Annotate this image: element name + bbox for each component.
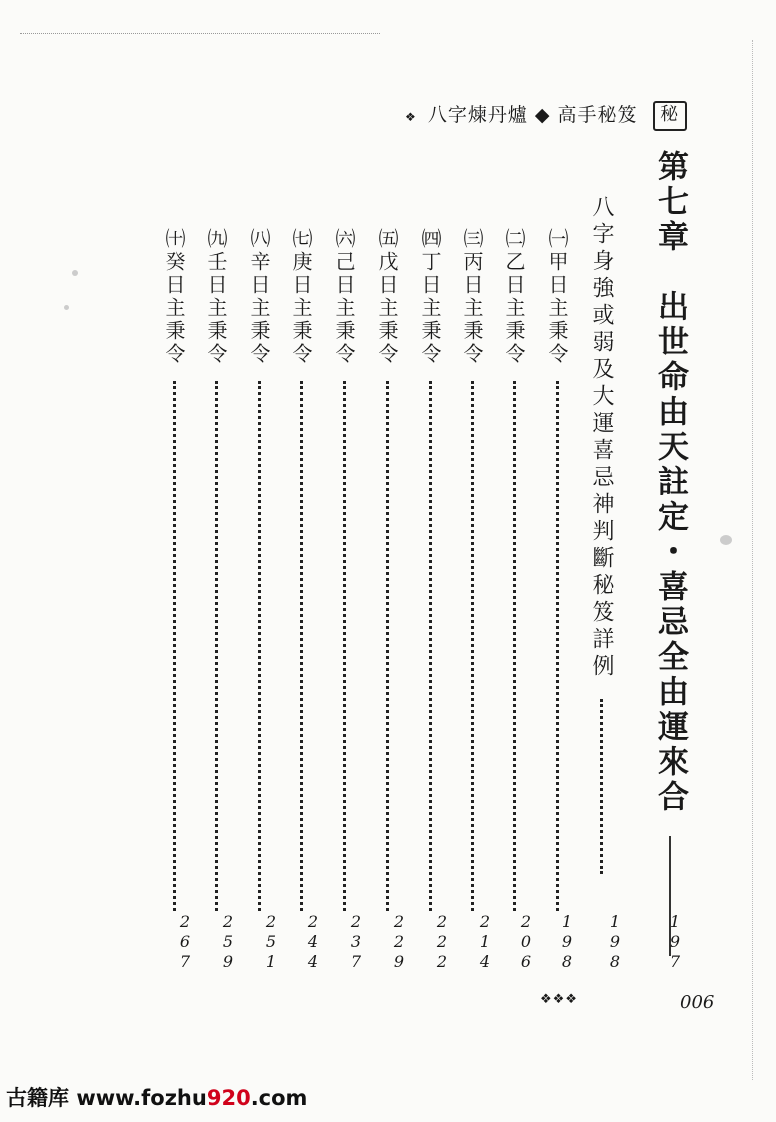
toc-entry	[458, 228, 487, 911]
chapter-title	[648, 150, 693, 956]
toc-entry-label: ㈥己日主秉令	[332, 228, 356, 366]
section-title-text: 八字身強或弱及大運喜忌神判斷秘笈詳例	[589, 195, 614, 681]
toc-entry-label: ㈢丙日主秉令	[460, 228, 484, 366]
toc-leader	[300, 381, 303, 911]
toc-entry	[543, 228, 572, 911]
toc-entry	[245, 228, 274, 911]
chapter-page-number: 197	[669, 912, 681, 971]
section-title	[586, 195, 617, 874]
toc-entry	[202, 228, 231, 911]
toc-entry-label: ㈧辛日主秉令	[247, 228, 271, 366]
toc-leader	[386, 381, 389, 911]
toc-leader	[343, 381, 346, 911]
toc-page-number: 214	[479, 912, 491, 971]
toc-page-number: 244	[307, 912, 319, 971]
seal-icon: 秘	[653, 101, 687, 131]
toc-entry-label: ㈦庚日主秉令	[289, 228, 313, 366]
footer-ornament-icon: ❖❖❖	[540, 992, 578, 1007]
paper-speck	[720, 535, 732, 545]
chapter-title-text: 第七章 出世命由天註定・喜忌全由運來合	[652, 150, 688, 815]
section-leader	[600, 699, 603, 874]
paper-speck	[64, 305, 69, 310]
watermark-url-number: 920	[206, 1086, 251, 1110]
toc-page-number: 237	[350, 912, 362, 971]
running-header	[405, 100, 687, 131]
page-edge-rule	[752, 40, 753, 1080]
toc-entry-label: ㈤戊日主秉令	[375, 228, 399, 366]
section-page-number: 198	[609, 912, 621, 971]
toc-leader	[556, 381, 559, 911]
toc-page-number: 206	[520, 912, 532, 971]
toc-entry-label: ㈠甲日主秉令	[545, 228, 569, 366]
toc-leader	[471, 381, 474, 911]
toc-page-number: 267	[179, 912, 191, 971]
toc-page-number: 229	[393, 912, 405, 971]
toc-leader	[258, 381, 261, 911]
toc-page-number: 198	[561, 912, 573, 971]
watermark-url-suffix: .com	[250, 1086, 308, 1110]
toc-leader	[513, 381, 516, 911]
toc-entry-label: ㈣丁日主秉令	[418, 228, 442, 366]
toc-entry	[287, 228, 316, 911]
toc-entry-label: ㈨壬日主秉令	[204, 228, 228, 366]
toc-entry	[500, 228, 529, 911]
top-rule	[20, 33, 380, 34]
toc-leader	[215, 381, 218, 911]
paper-speck	[72, 270, 78, 276]
toc-leader	[429, 381, 432, 911]
toc-page-number: 251	[265, 912, 277, 971]
toc-entry-label: ㈩癸日主秉令	[162, 228, 186, 366]
toc-entry	[160, 228, 189, 911]
header-ornament-icon: ❖	[405, 110, 417, 124]
watermark-url-prefix: www.fozhu	[76, 1086, 207, 1110]
toc-entry	[416, 228, 445, 911]
toc-page-number: 222	[436, 912, 448, 971]
header-title-part1: 八字煉丹爐	[427, 104, 528, 126]
site-watermark	[6, 1082, 307, 1112]
header-separator: ◆	[534, 104, 551, 126]
toc-entry	[330, 228, 359, 911]
toc-page-number: 259	[222, 912, 234, 971]
toc-entry-label: ㈡乙日主秉令	[502, 228, 526, 366]
watermark-site-name: 古籍库	[6, 1086, 69, 1110]
toc-leader	[173, 381, 176, 911]
toc-entry	[373, 228, 402, 911]
header-title-part2: 高手秘笈	[557, 104, 638, 126]
page-folio: 006	[680, 992, 715, 1013]
